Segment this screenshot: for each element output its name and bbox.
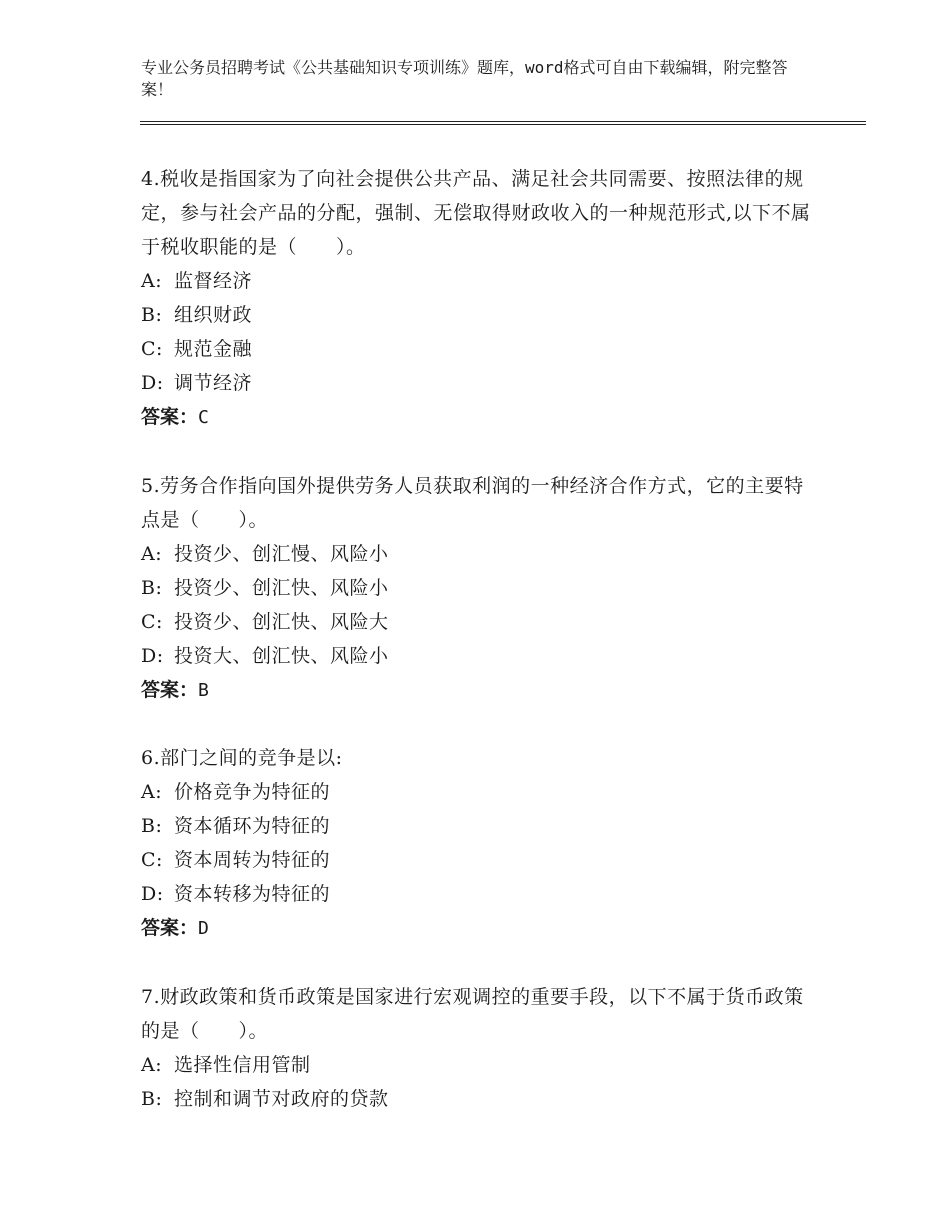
option-key: B: [141, 1088, 163, 1110]
option-text: 资本循环为特征的 [174, 815, 331, 837]
option-key: D: [141, 372, 164, 394]
option-text: 投资少、创汇快、风险大 [174, 611, 389, 633]
question-stem: 7.财政政策和货币政策是国家进行宏观调控的重要手段，以下不属于货币政策的是（ ）。 [141, 986, 804, 1042]
option-d [141, 639, 811, 673]
option-key: C: [141, 849, 163, 871]
option-key: D: [141, 645, 164, 667]
option-key: D: [141, 883, 164, 905]
option-text: 投资少、创汇快、风险小 [174, 577, 389, 599]
option-key: C: [141, 338, 163, 360]
document-header [141, 57, 801, 101]
header-rule-line-bottom [140, 124, 866, 125]
option-c [141, 605, 811, 639]
option-b [141, 571, 811, 605]
question-stem: 4.税收是指国家为了向社会提供公共产品、满足社会共同需要、按照法律的规定，参与社会产品的分配，强制、无偿取得财政收入的一种规范形式,以下不属于税收职能的是（ ）。 [141, 168, 811, 258]
answer-line [141, 911, 811, 946]
option-key: A: [141, 781, 163, 803]
option-key: A: [141, 543, 163, 565]
answer-value: B [198, 680, 209, 701]
option-text: 监督经济 [174, 270, 253, 292]
option-a [141, 775, 811, 809]
option-text: 调节经济 [174, 372, 253, 394]
option-text: 组织财政 [174, 304, 253, 326]
option-text: 投资大、创汇快、风险小 [174, 645, 389, 667]
option-a [141, 537, 811, 571]
option-a [141, 264, 811, 298]
option-b [141, 1082, 811, 1116]
question-4 [141, 162, 811, 435]
option-text: 规范金融 [174, 338, 253, 360]
answer-label: 答案： [141, 917, 199, 939]
header-double-rule [140, 121, 866, 125]
option-key: A: [141, 1054, 163, 1076]
answer-value: D [198, 918, 209, 939]
question-stem: 5.劳务合作指向国外提供劳务人员获取利润的一种经济合作方式，它的主要特点是（ ）。 [141, 475, 804, 531]
question-7 [141, 980, 811, 1116]
question-stem: 6.部门之间的竞争是以: [141, 747, 343, 769]
option-key: A: [141, 270, 163, 292]
option-text: 资本周转为特征的 [174, 849, 331, 871]
option-key: C: [141, 611, 163, 633]
option-text: 控制和调节对政府的贷款 [174, 1088, 389, 1110]
option-text: 资本转移为特征的 [174, 883, 331, 905]
header-rule-line-top [140, 121, 866, 122]
option-text: 投资少、创汇慢、风险小 [174, 543, 389, 565]
answer-label: 答案： [141, 406, 199, 428]
option-c [141, 843, 811, 877]
option-d [141, 366, 811, 400]
option-d [141, 877, 811, 911]
option-c [141, 332, 811, 366]
header-text: 专业公务员招聘考试《公共基础知识专项训练》题库，word格式可自由下载编辑，附完整答案！ [141, 58, 788, 99]
question-6 [141, 741, 811, 946]
answer-label: 答案： [141, 679, 199, 701]
option-text: 价格竞争为特征的 [174, 781, 331, 803]
option-a [141, 1048, 811, 1082]
option-text: 选择性信用管制 [174, 1054, 311, 1076]
option-b [141, 298, 811, 332]
option-key: B: [141, 577, 163, 599]
answer-line [141, 400, 811, 435]
option-b [141, 809, 811, 843]
answer-line [141, 673, 811, 708]
option-key: B: [141, 304, 163, 326]
question-5 [141, 469, 811, 708]
option-key: B: [141, 815, 163, 837]
answer-value: C [198, 407, 209, 428]
